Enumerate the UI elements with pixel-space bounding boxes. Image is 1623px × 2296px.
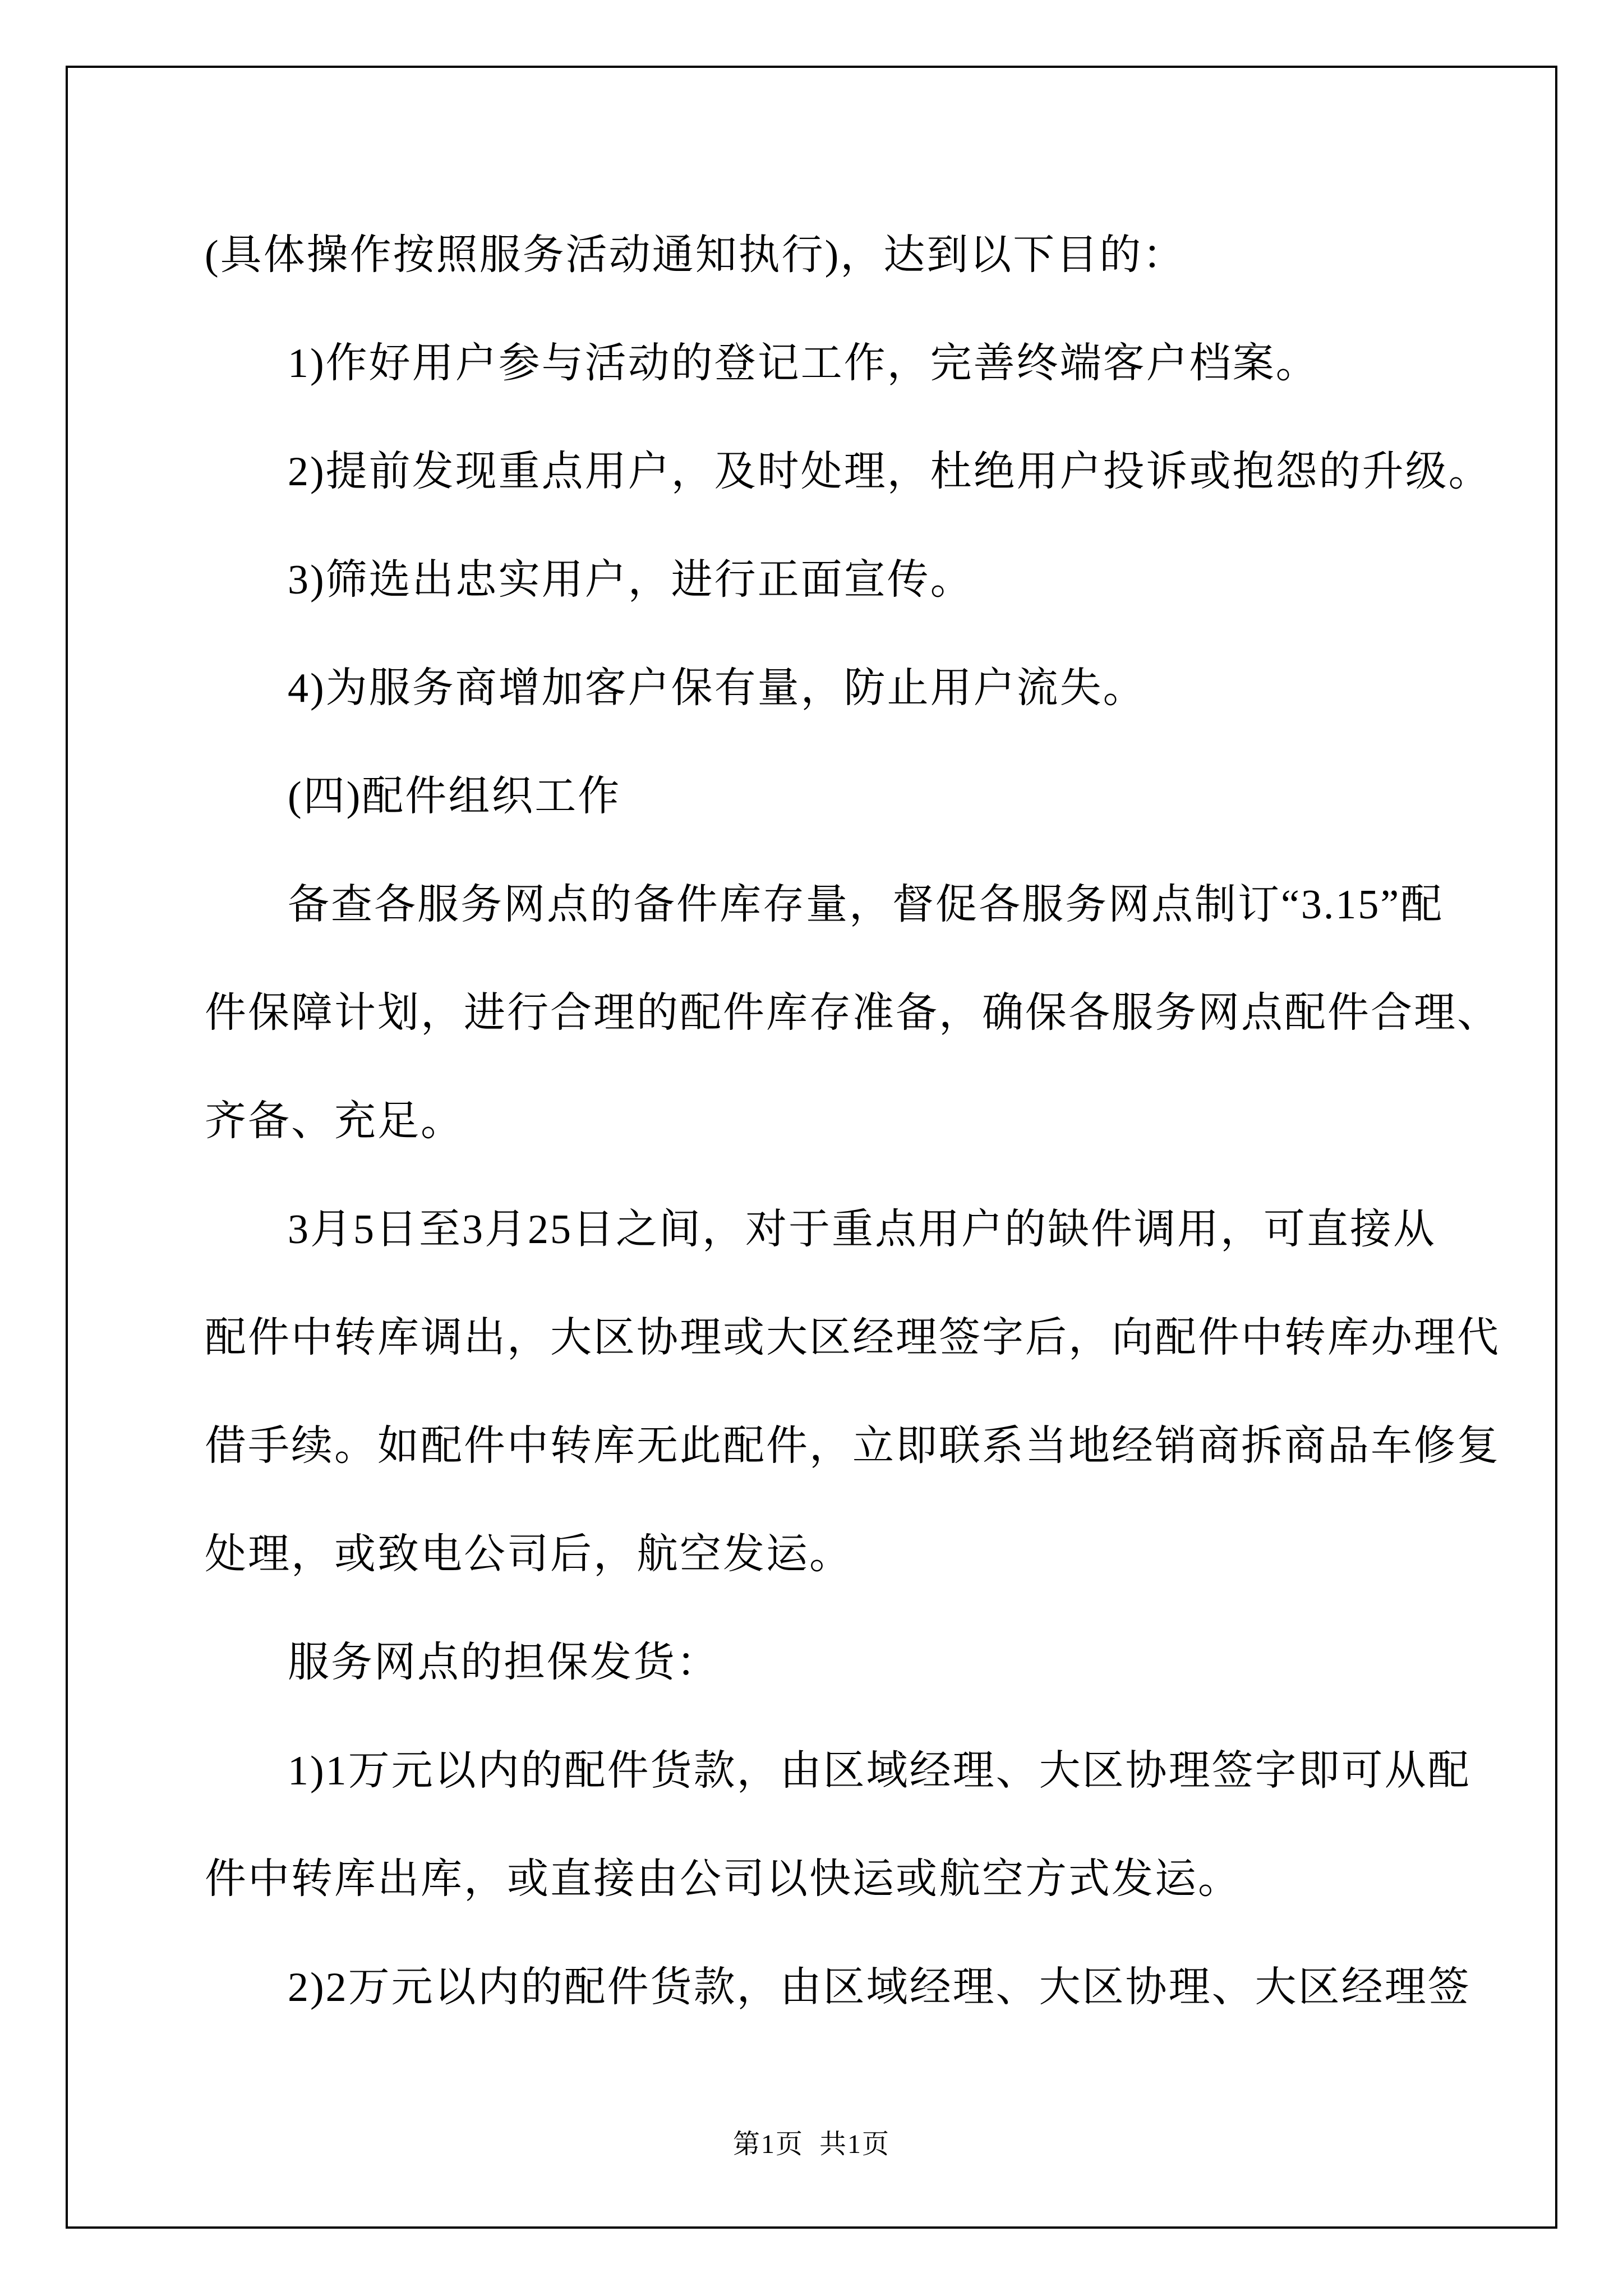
text-line: 2)2万元以内的配件货款，由区域经理、大区协理、大区经理签 xyxy=(288,1964,1471,2010)
text-line: (具体操作按照服务活动通知执行)，达到以下目的： xyxy=(205,232,1186,278)
text-line: 件中转库出库，或直接由公司以快运或航空方式发运。 xyxy=(205,1856,1241,1902)
text-line: 服务网点的担保发货： xyxy=(288,1640,720,1686)
text-line: 配件中转库调出，大区协理或大区经理签字后，向配件中转库办理代 xyxy=(205,1315,1500,1361)
text-line: 4)为服务商增加客户保有量，防止用户流失。 xyxy=(288,665,1146,711)
text-line: 借手续。如配件中转库无此配件，立即联系当地经销商拆商品车修复 xyxy=(205,1423,1500,1469)
text-line: (四)配件组织工作 xyxy=(288,774,621,820)
text-line: 3月5日至3月25日之间，对于重点用户的缺件调用，可直接从 xyxy=(288,1207,1436,1253)
page-footer: 第1页 共1页 xyxy=(732,2129,890,2159)
text-line: 1)1万元以内的配件货款，由区域经理、大区协理签字即可从配 xyxy=(288,1748,1471,1794)
text-line: 1)作好用户参与活动的登记工作，完善终端客户档案。 xyxy=(288,341,1319,386)
text-line: 件保障计划，进行合理的配件库存准备，确保各服务网点配件合理、 xyxy=(205,990,1500,1036)
text-line: 备查各服务网点的备件库存量，督促各服务网点制订“3.15”配 xyxy=(288,882,1444,928)
text-line: 齐备、充足。 xyxy=(205,1098,464,1144)
document-body xyxy=(205,201,1500,2042)
text-line: 3)筛选出忠实用户，进行正面宣传。 xyxy=(288,557,974,603)
text-line: 处理，或致电公司后，航空发运。 xyxy=(205,1531,852,1577)
text-line: 2)提前发现重点用户，及时处理，杜绝用户投诉或抱怨的升级。 xyxy=(288,449,1492,495)
